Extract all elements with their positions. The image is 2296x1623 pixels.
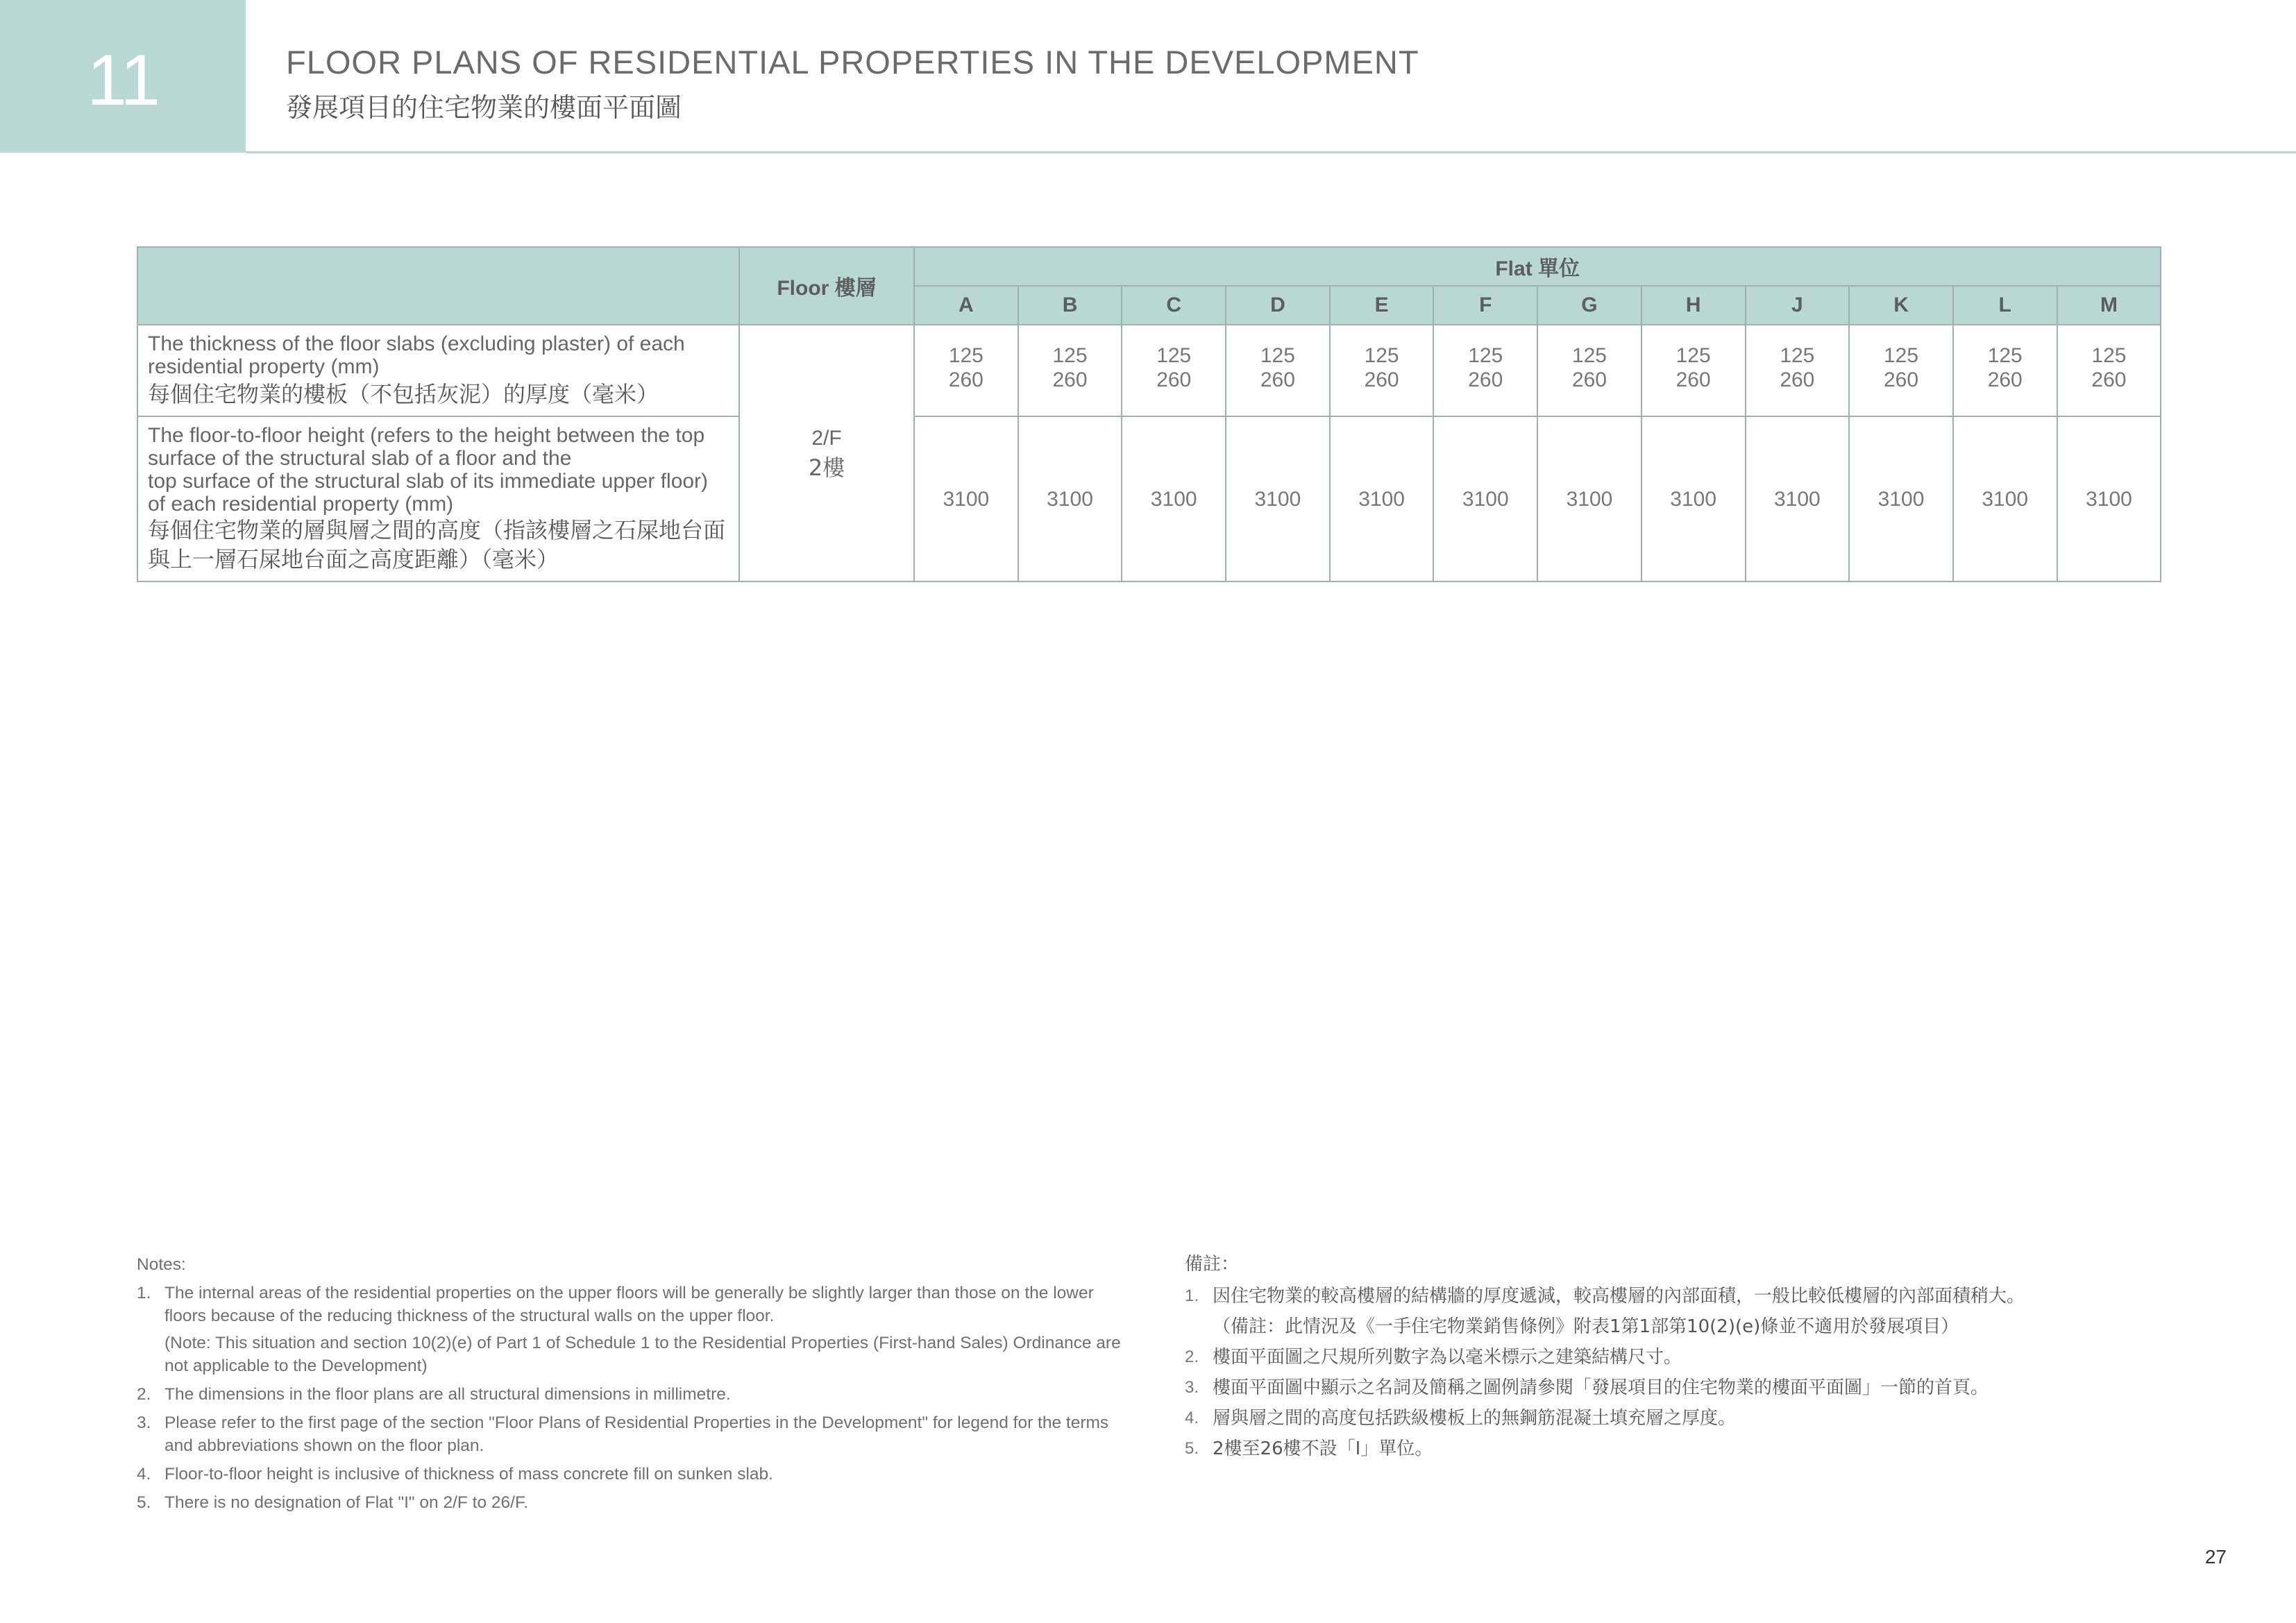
slab-thickness-value: 260: [1675, 368, 1711, 391]
notes-chinese: [1185, 1249, 2143, 1464]
note-subtext: （備註：此情況及《一手住宅物業銷售條例》附表1第1部第10(2)(e)條並不適用於發展項目）: [1213, 1316, 1959, 1337]
row-description-en-line: surface of the structural slab of a floor and the: [148, 447, 572, 470]
note-item: [137, 1383, 1122, 1406]
slab-thickness-value: 260: [1884, 368, 1919, 391]
floor-height-cell: 3100: [1953, 416, 2057, 581]
section-number-box: [0, 0, 246, 153]
note-item: [1185, 1342, 2143, 1373]
flat-letter-header: H: [1641, 286, 1746, 325]
slab-thickness-value: 125: [1884, 344, 1919, 367]
floor-value-en: 2/F: [811, 427, 842, 450]
floor-height-cell: 3100: [1122, 416, 1226, 581]
slab-thickness-cell: [2057, 325, 2161, 416]
floor-header: Floor 樓層: [739, 247, 914, 325]
slab-thickness-cell: [1953, 325, 2057, 416]
note-number: 5.: [137, 1493, 151, 1512]
notes-list-en: [137, 1282, 1122, 1514]
floor-height-cell: 3100: [914, 416, 1018, 581]
notes-heading-zh: 備註：: [1185, 1254, 1240, 1275]
note-item: [137, 1463, 1122, 1486]
floor-height-cell: 3100: [1537, 416, 1641, 581]
floor-height-cell: 3100: [2057, 416, 2161, 581]
flat-letter-header: M: [2057, 286, 2161, 325]
floor-height-cell: 3100: [1641, 416, 1746, 581]
slab-thickness-value: 125: [1364, 344, 1399, 367]
flat-header: Flat 單位: [914, 247, 2161, 286]
note-number: 4.: [137, 1465, 151, 1484]
note-text: Please refer to the first page of the section "Floor Plans of Residential Properties in the Development" for legend for the terms and abbreviations shown on the floor plan.: [164, 1413, 1109, 1455]
note-text: 樓面平面圖中顯示之名詞及簡稱之圖例請參閱「發展項目的住宅物業的樓面平面圖」一節的首頁。: [1213, 1377, 1989, 1398]
note-number: 3.: [1185, 1378, 1199, 1397]
slab-thickness-value: 125: [1987, 344, 2023, 367]
slab-thickness-value: 125: [1571, 344, 1607, 367]
flat-letter-header: C: [1122, 286, 1226, 325]
page-title-zh: 發展項目的住宅物業的樓面平面圖: [286, 92, 682, 123]
flat-letter-header: B: [1018, 286, 1122, 325]
slab-thickness-value: 125: [948, 344, 984, 367]
note-number: 4.: [1185, 1409, 1199, 1427]
flat-letter-header: L: [1953, 286, 2057, 325]
note-number: 2.: [1185, 1348, 1199, 1366]
row-description-zh: 每個住宅物業的樓板（不包括灰泥）的厚度（毫米）: [148, 381, 659, 407]
header-divider: [246, 151, 2296, 153]
note-subtext: (Note: This situation and section 10(2)(e) of Part 1 of Schedule 1 to the Residential Properties (First-hand Sales) Ordinance are not applicable to the Development): [164, 1334, 1121, 1375]
floor-height-cell: 3100: [1433, 416, 1537, 581]
flat-letter-header: D: [1226, 286, 1330, 325]
slab-thickness-cell: [1330, 325, 1434, 416]
note-number: 5.: [1185, 1439, 1199, 1458]
floor-height-cell: 3100: [1746, 416, 1850, 581]
note-item: [137, 1411, 1122, 1457]
floor-height-cell: 3100: [1849, 416, 1953, 581]
slab-thickness-value: 260: [948, 368, 984, 391]
slab-thickness-cell: [1746, 325, 1850, 416]
note-item: [1185, 1403, 2143, 1434]
flat-letter-header: E: [1330, 286, 1434, 325]
slab-thickness-value: 125: [1780, 344, 1815, 367]
row-description-zh-line: 與上一層石屎地台面之高度距離）（毫米）: [148, 546, 559, 572]
note-text: The internal areas of the residential properties on the upper floors will be generally be slightly larger than those on the lower floors because of the reducing thickness of the structural walls on the upper floor.: [164, 1284, 1094, 1325]
floor-value: [739, 325, 914, 581]
note-text: There is no designation of Flat "I" on 2/F to 26/F.: [164, 1493, 529, 1512]
slab-thickness-value: 260: [1987, 368, 2023, 391]
flat-letter-header: J: [1746, 286, 1850, 325]
page-number: 27: [2204, 1546, 2227, 1567]
slab-thickness-cell: [1433, 325, 1537, 416]
slab-thickness-value: 125: [1675, 344, 1711, 367]
slab-thickness-value: 260: [1156, 368, 1192, 391]
flat-letter-header: A: [914, 286, 1018, 325]
note-number: 1.: [1185, 1286, 1199, 1305]
slab-thickness-value: 125: [1052, 344, 1088, 367]
flat-letter-header: K: [1849, 286, 1953, 325]
note-text: 層與層之間的高度包括跌級樓板上的無鋼筋混凝土填充層之厚度。: [1213, 1408, 1737, 1429]
note-number: 2.: [137, 1385, 151, 1404]
slab-thickness-cell: [1122, 325, 1226, 416]
note-item: [137, 1491, 1122, 1514]
table-row: [137, 325, 2161, 416]
note-text: 樓面平面圖之尺規所列數字為以毫米標示之建築結構尺寸。: [1213, 1347, 1682, 1368]
page-title-en: FLOOR PLANS OF RESIDENTIAL PROPERTIES IN THE DEVELOPMENT: [286, 44, 1419, 80]
slab-thickness-value: 260: [1780, 368, 1815, 391]
floor-height-cell: 3100: [1018, 416, 1122, 581]
note-text: Floor-to-floor height is inclusive of thickness of mass concrete fill on sunken slab.: [164, 1465, 773, 1484]
floor-value-zh: 2樓: [808, 454, 845, 481]
notes-heading-en: Notes:: [137, 1255, 186, 1274]
floor-height-cell: 3100: [1330, 416, 1434, 581]
flat-letter-header: F: [1433, 286, 1537, 325]
note-item: [1185, 1373, 2143, 1403]
row-description-en: The thickness of the floor slabs (excluding plaster) of each residential property (mm): [148, 332, 685, 378]
slab-thickness-value: 260: [2091, 368, 2127, 391]
slab-thickness-value: 260: [1260, 368, 1295, 391]
note-number: 3.: [137, 1413, 151, 1432]
row-description-zh-line: 每個住宅物業的層與層之間的高度（指該樓層之石屎地台面: [148, 517, 726, 543]
slab-thickness-value: 260: [1571, 368, 1607, 391]
slab-thickness-cell: [1226, 325, 1330, 416]
note-item: [1185, 1434, 2143, 1464]
slab-thickness-value: 125: [2091, 344, 2127, 367]
flat-letter-header: G: [1537, 286, 1641, 325]
table-row: [137, 416, 2161, 581]
slab-thickness-cell: [1641, 325, 1746, 416]
row-description-en-line: of each residential property (mm): [148, 493, 454, 516]
notes-list-zh: [1185, 1281, 2143, 1464]
slab-thickness-cell: [1018, 325, 1122, 416]
table-corner-header: [137, 247, 739, 325]
note-text: 2樓至26樓不設「I」單位。: [1213, 1438, 1433, 1459]
slab-thickness-value: 125: [1260, 344, 1295, 367]
floor-spec-table: [137, 246, 2161, 582]
slab-thickness-value: 125: [1156, 344, 1192, 367]
slab-thickness-cell: [1537, 325, 1641, 416]
slab-thickness-value: 260: [1364, 368, 1399, 391]
slab-thickness-cell: [914, 325, 1018, 416]
row-description-en-line: The floor-to-floor height (refers to the height between the top: [148, 424, 705, 447]
slab-thickness-cell: [1849, 325, 1953, 416]
notes-english: [137, 1253, 1122, 1520]
slab-thickness-value: 260: [1468, 368, 1503, 391]
row-description: [137, 416, 739, 581]
note-number: 1.: [137, 1284, 151, 1302]
slab-thickness-value: 260: [1052, 368, 1088, 391]
note-item: [137, 1282, 1122, 1377]
row-description-en-line: top surface of the structural slab of its immediate upper floor): [148, 470, 709, 493]
slab-thickness-value: 125: [1468, 344, 1503, 367]
row-description: [137, 325, 739, 416]
note-text: The dimensions in the floor plans are all structural dimensions in millimetre.: [164, 1385, 731, 1404]
floor-height-cell: 3100: [1226, 416, 1330, 581]
note-item: [1185, 1281, 2143, 1342]
note-text: 因住宅物業的較高樓層的結構牆的厚度遞減，較高樓層的內部面積，一般比較低樓層的內部面積稍大。: [1213, 1286, 2025, 1307]
section-number: 11: [87, 40, 159, 121]
